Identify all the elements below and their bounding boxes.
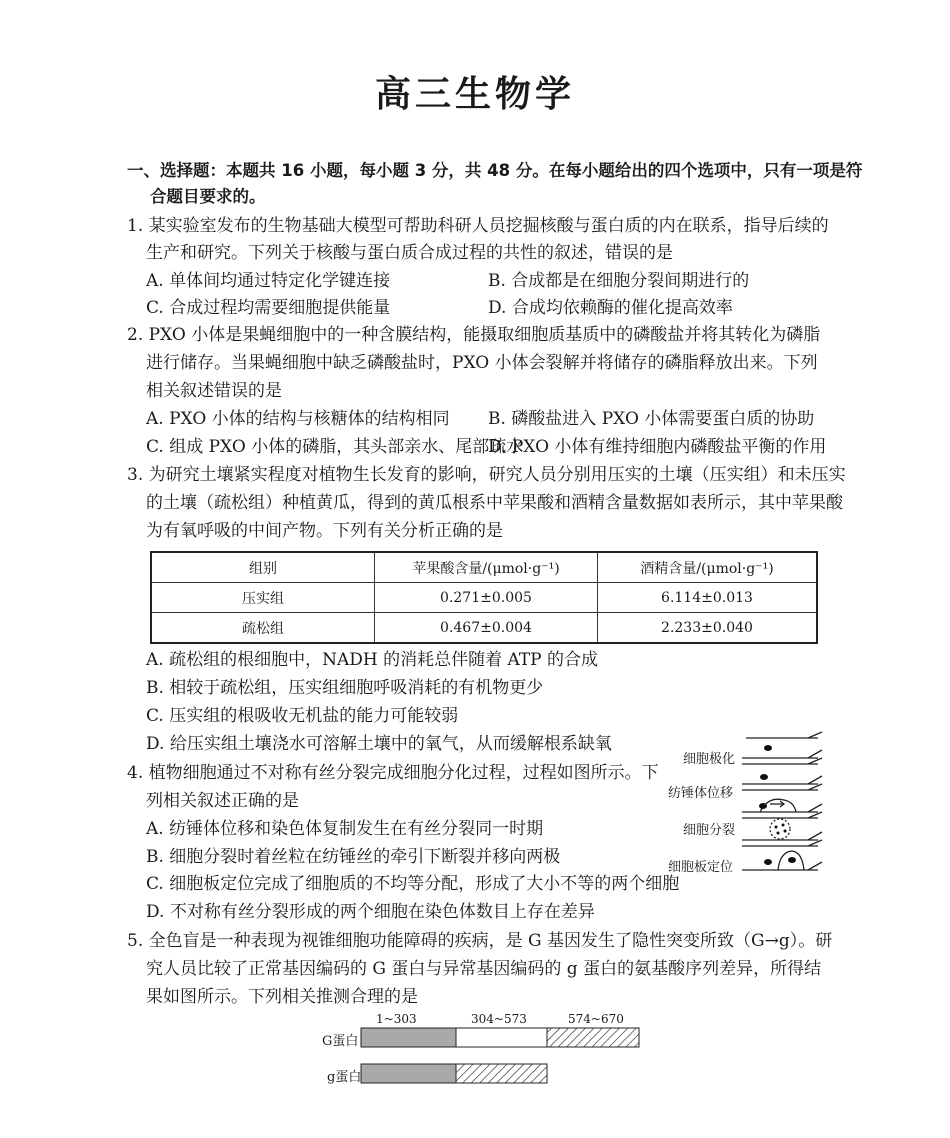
q2-stem-line2: 进行储存。当果蝇细胞中缺乏磷酸盐时，PXO 小体会裂解并将储存的磷脂释放出来。下列 [146,353,818,373]
range-label-3: 574~670 [568,1012,624,1026]
table-header-row [151,552,817,583]
q2-option-a: A. PXO 小体的结构与核糖体的结构相同 [146,409,450,429]
q3-option-a: A. 疏松组的根细胞中，NADH 的消耗总伴随着 ATP 的合成 [146,650,599,670]
g-mutant-protein-label: g蛋白 [327,1070,362,1085]
page-title: 高三生物学 [374,74,575,115]
table-cell: 疏松组 [151,613,375,644]
figure-label-polarization: 细胞极化 [683,752,736,767]
q2-stem-line1: 2. PXO 小体是果蝇细胞中的一种含膜结构，能摄取细胞质基质中的磷酸盐并将其转化为磷脂 [127,325,821,345]
protein-comparison-figure [358,1026,644,1086]
q5-stem-line2: 究人员比较了正常基因编码的 G 蛋白与异常基因编码的 g 蛋白的氨基酸序列差异，所得结 [146,959,822,979]
table-cell: 2.233±0.040 [598,613,818,644]
table-cell: 0.271±0.005 [375,583,598,613]
table-cell: 6.114±0.013 [598,583,818,613]
section-heading: 一、选择题：本题共 16 小题，每小题 3 分，共 48 分。在每小题给出的四个选项中，只有一项是符 [127,161,863,180]
table-header-cell: 组别 [151,552,375,583]
q1-stem-line1: 1. 某实验室发布的生物基础大模型可帮助科研人员挖掘核酸与蛋白质的内在联系，指导后续的 [127,216,829,236]
table-cell: 0.467±0.004 [375,613,598,644]
q4-option-a: A. 纺锤体位移和染色体复制发生在有丝分裂同一时期 [146,819,544,839]
q4-stem-line1: 4. 植物细胞通过不对称有丝分裂完成细胞分化过程，过程如图所示。下 [127,763,659,783]
q2-option-b: B. 磷酸盐进入 PXO 小体需要蛋白质的协助 [488,409,815,429]
figure-label-cell-plate: 细胞板定位 [668,860,734,875]
table-cell: 压实组 [151,583,375,613]
q4-option-d: D. 不对称有丝分裂形成的两个细胞在染色体数目上存在差异 [146,902,595,922]
q1-option-d: D. 合成均依赖酶的催化提高效率 [488,298,733,318]
q3-option-d: D. 给压实组土壤浇水可溶解土壤中的氧气，从而缓解根系缺氧 [146,734,612,754]
section-heading-cont: 合题目要求的。 [150,187,266,206]
q2-option-c: C. 组成 PXO 小体的磷脂，其头部亲水、尾部疏水 [146,437,524,457]
q4-stem-line2: 列相关叙述正确的是 [146,791,299,811]
figure-label-division: 细胞分裂 [683,823,736,838]
q1-option-b: B. 合成都是在细胞分裂间期进行的 [488,271,750,291]
table-header-cell: 苹果酸含量/(μmol·g⁻¹) [375,552,598,583]
q1-stem-line2: 生产和研究。下列关于核酸与蛋白质合成过程的共性的叙述，错误的是 [146,243,673,263]
range-label-2: 304~573 [471,1012,527,1026]
q2-stem-line3: 相关叙述错误的是 [146,381,282,401]
figure-label-spindle-shift: 纺锤体位移 [668,786,734,801]
q1-option-a: A. 单体间均通过特定化学键连接 [146,271,391,291]
table-row [151,613,817,644]
q5-stem-line1: 5. 全色盲是一种表现为视锥细胞功能障碍的疾病，是 G 基因发生了隐性突变所致（G→g）。研 [127,931,833,951]
table-header-cell: 酒精含量/(μmol·g⁻¹) [598,552,818,583]
q3-stem-line1: 3. 为研究土壤紧实程度对植物生长发育的影响，研究人员分别用压实的土壤（压实组）和未压实 [127,465,846,485]
q1-option-c: C. 合成过程均需要细胞提供能量 [146,298,391,318]
q4-option-c: C. 细胞板定位完成了细胞质的不均等分配，形成了大小不等的两个细胞 [146,874,680,894]
q3-stem-line2: 的土壤（疏松组）种植黄瓜，得到的黄瓜根系中苹果酸和酒精含量数据如表所示，其中苹果酸 [146,493,843,513]
q5-stem-line3: 果如图所示。下列相关推测合理的是 [146,987,418,1007]
range-label-1: 1~303 [376,1012,417,1026]
q2-option-d: D. PXO 小体有维持细胞内磷酸盐平衡的作用 [488,437,827,457]
g-protein-label: G蛋白 [322,1034,359,1049]
q3-data-table [150,551,818,644]
q4-option-b: B. 细胞分裂时着丝粒在纺锤丝的牵引下断裂并移向两极 [146,847,561,867]
table-row [151,583,817,613]
q3-stem-line3: 为有氧呼吸的中间产物。下列有关分析正确的是 [146,521,503,541]
q3-option-c: C. 压实组的根吸收无机盐的能力可能较弱 [146,706,459,726]
q3-option-b: B. 相较于疏松组，压实组细胞呼吸消耗的有机物更少 [146,678,544,698]
